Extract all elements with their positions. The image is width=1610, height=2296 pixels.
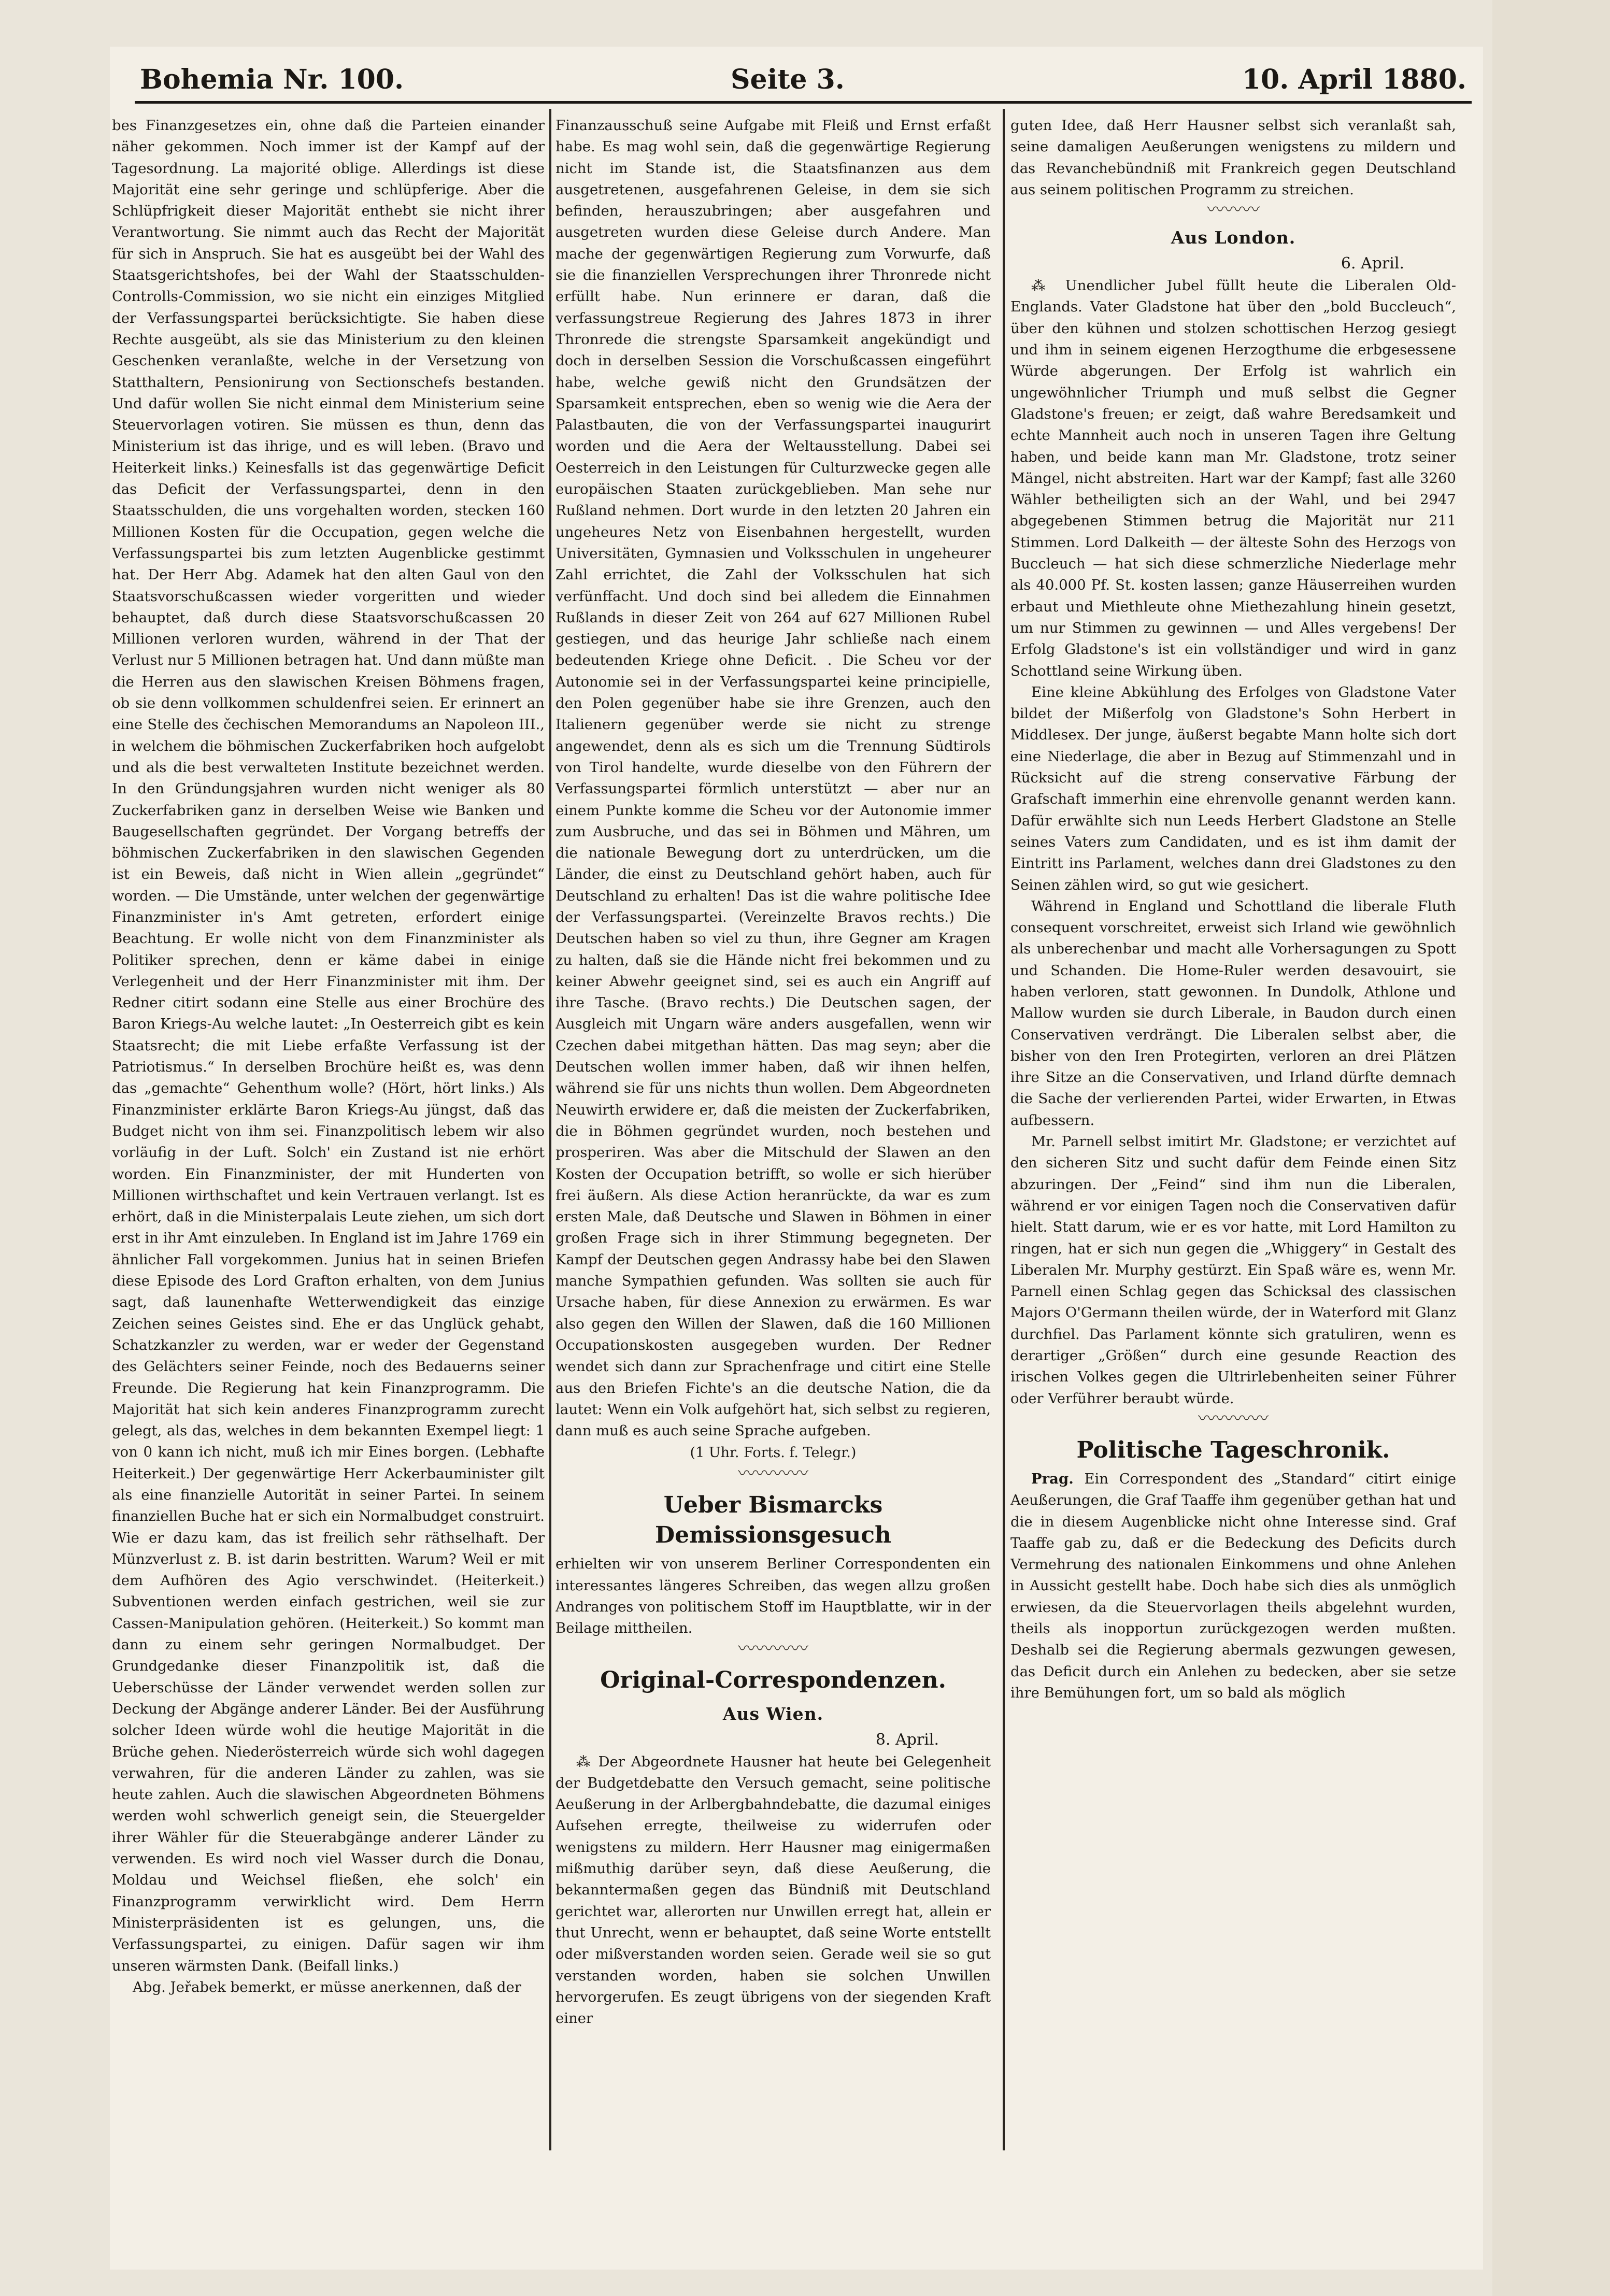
section-headline: Original-Correspondenzen. [600, 1666, 946, 1693]
column-2 [555, 115, 991, 2151]
section-ornament: 〰〰〰 [1207, 199, 1260, 221]
column-3 [1010, 115, 1456, 2151]
article-paragraph: Abg. Jeřabek bemerkt, er müsse anerkennen, daß der [133, 1978, 521, 1995]
page-header [135, 60, 1472, 101]
article-paragraph: Finanzausschuß seine Aufgabe mit Fleiß und Ernst erfaßt habe. Es mag wohl sein, daß die gegenwärtige Regierung nicht im Stande ist, die Staatsfinanzen aus dem ausgetretenen, ausgefahrenen Geleise, in dem sie sich befinden, herauszubringen; aber ausgefahren und ausgetreten wurden diese Geleise durch Andere. Man mache der gegenwärtigen Regierung zum Vorwurfe, daß sie die finanziellen Versprechungen ihrer Thronrede nicht erfüllt habe. Nun erinnere er daran, daß die verfassungstreue Regierung des Jahres 1873 in ihrer Thronrede die strengste Sparsamkeit angekündigt und doch in derselben Session die Vorschußcassen eingeführt habe, welche gewiß nicht den Grundsätzen der Sparsamkeit entsprechen, eben so wenig wie die Aera der Palastbauten, die von der Verfassungspartei inaugurirt worden und die Aera der Weltausstellung. Dabei sei Oesterreich in den Leistungen für Culturzwecke gegen alle europäischen Staaten zurückgeblieben. Man sehe nur Rußland nehmen. Dort wurde in den letzten 20 Jahren ein ungeheures Netz von Eisenbahnen hergestellt, wurden Universitäten, Gymnasien und Volksschulen in ungeheurer Zahl errichtet, die Zahl der Volksschulen hat sich verfünffacht. Und doch sind bei alledem die Einnahmen Rußlands in dieser Zeit von 264 auf 627 Millionen Rubel gestiegen, und das heurige Jahr schließe nach einem bedeutenden Kriege ohne Deficit. . Die Scheu vor der Autonomie sei in der Verfassungspartei keine principielle, den Polen gegenüber habe sie ihre Grenzen, auch den Italienern gegenüber werde sie nicht zu strenge angewendet, denn als es sich um die Trennung Südtirols von Tirol handelte, wurde dieselbe von den Führern der Verfassungspartei förmlich unterstützt — aber nur an einem Punkte komme die Scheu vor der Autonomie immer zum Ausbruche, und das sei in Böhmen und Mähren, um die nationale Bewegung dort zu unterdrücken, um die Länder, die einst zu Deutschland gehört haben, auch für Deutschland zu erhalten! Das ist die wahre politische Idee der Verfassungspartei. (Vereinzelte Bravos rechts.) Die Deutschen haben so viel zu thun, ihre Gegner am Kragen zu halten, daß sie die Hände nicht frei bekommen und zu keiner Abwehr geeignet sind, sei es auch ein Angriff auf ihre Tasche. (Bravo rechts.) Die Deutschen sagen, der Ausgleich mit Ungarn wäre anders ausgefallen, wenn wir Czechen dabei mitgethan hätten. Das mag seyn; aber die Deutschen wollen immer haben, daß wir ihnen helfen, während sie für uns nichts thun wollen. Dem Abgeordneten Neuwirth erwidere er, daß die meisten der Zuckerfabriken, die in Böhmen gegründet wurden, noch bestehen und prosperiren. Was aber die Mitschuld der Slawen an den Kosten der Occupation betrifft, so wolle er sich hierüber frei äußern. Als diese Action heranrückte, da war es zum ersten Male, daß Deutsche und Slawen in Böhmen in einer großen Frage sich in ihrer Stimmung begegneten. Der Kampf der Deutschen gegen Andrassy habe bei den Slawen manche Sympathien gefunden. Was sollten sie auch für Ursache haben, für diese Annexion zu erwärmen. Es war also gegen den Willen der Slawen, daß die 160 Millionen Occupationskosten ausgegeben wurden. Der Redner wendet sich dann zur Sprachenfrage und citirt eine Stelle aus den Briefen Fichte's an die deutsche Nation, die da lautet: Wenn ein Volk aufgehört hat, sich selbst zu regieren, dann muß es auch seine Sprache aufgeben. [555, 117, 991, 1439]
dateline-date: 6. April. [1341, 254, 1404, 273]
section-headline: Politische Tageschronik. [1076, 1436, 1390, 1463]
column-divider [549, 109, 551, 2150]
header-title: Bohemia Nr. 100. [140, 64, 404, 95]
dateline-place: Aus Wien. [722, 1703, 824, 1724]
header-page-number: Seite 3. [731, 64, 845, 95]
article-paragraph: ⁂ Unendlicher Jubel füllt heute die Liberalen Old-Englands. Vater Gladstone hat über den „bold Buccleuch“, über den kühnen und stolzen schottischen Herzog gesiegt und ihm in seinem eigenen Herzogthume die erbgesessene Würde abgerungen. Der Erfolg ist wahrlich ein ungewöhnlicher Triumph und muß selbst die Gegner Gladstone's freuen; er zeigt, daß wahre Beredsamkeit und echte Mannheit auch noch in unseren Tagen ihre Geltung haben, und beide kann man Mr. Gladstone, trotz seiner Mängel, nicht abstreiten. Hart war der Kampf; fast alle 3260 Wähler betheiligten sich an der Wahl, und bei 2947 abgegebenen Stimmen betrug die Majorität nur 211 Stimmen. Lord Dalkeith — der älteste Sohn des Herzogs von Buccleuch — hat sich diese schmerzliche Niederlage mehr als 40.000 Pf. St. kosten lassen; ganze Häuserreihen wurden erbaut und Miethleute ohne Miethezahlung hinein gesetzt, um nur Stimmen zu gewinnen — und Alles vergebens! Der Erfolg Gladstone's ist ein vollständiger und wird in ganz Schottland seine Wirkung üben. [1010, 277, 1456, 679]
header-date: 10. April 1880. [1242, 64, 1466, 95]
column-divider [1003, 109, 1005, 2150]
article-paragraph: Ein Correspondent des „Standard“ citirt einige Aeußerungen, die Graf Taaffe ihm gegenüber gethan hat und die in diesem Augenblicke nicht ohne Interesse sind. Graf Taaffe gab zu, daß er die Bedeckung des Deficits durch Vermehrung des nationalen Einkommens und ohne Anlehen in Aussicht gestellt habe. Doch habe sich dies als unmöglich erwiesen, da die Steuervorlagen theils abgelehnt wurden, theils als inopportun zurückgezogen werden mußten. Deshalb sei die Regierung abermals gezwungen gewesen, das Deficit durch ein Anlehen zu bedecken, aber sie setze ihre Bemühungen fort, um so bald als möglich [1010, 1470, 1456, 1701]
header-rule [135, 101, 1472, 104]
section-ornament: 〰〰〰〰 [738, 1463, 808, 1485]
section-ornament: 〰〰〰〰 [1198, 1408, 1269, 1429]
article-paragraph: guten Idee, daß Herr Hausner selbst sich veranlaßt sah, seine damaligen Aeußerungen wenigstens zu mildern und das Revanchebündniß mit Frankreich gegen Deutschland aus seinem politischen Programm zu streichen. [1010, 117, 1456, 198]
article-paragraph: Während in England und Schottland die liberale Fluth consequent vorschreitet, erweist sich Irland wie gewöhnlich als unberechenbar und macht alle Vorhersagungen zu Spott und Schanden. Die Home-Ruler werden desavouirt, sie haben verloren, statt gewonnen. In Dundolk, Athlone und Mallow wurden sie durch Liberale, in Baudon durch einen Conservativen verdrängt. Die Liberalen selbst aber, die bisher von den Iren Protegirten, verloren an drei Plätzen ihre Sitze an die Conservativen, und Irland dürfte demnach die Sache der verlierenden Partei, wider Erwarten, in Etwas aufbessern. [1010, 897, 1456, 1129]
article-headline: Ueber Bismarcks Demissionsgesuch [654, 1492, 892, 1549]
place-lead: Prag. [1031, 1470, 1074, 1487]
article-paragraph: Eine kleine Abkühlung des Erfolges von Gladstone Vater bildet der Mißerfolg von Gladstone's Sohn Herbert in Middlesex. Der junge, äußerst begabte Mann holte sich dort eine Niederlage, die aber in Bezug auf Stimmenzahl und in Rücksicht auf die streng conservative Färbung der Grafschaft immerhin eine ehrenvolle genannt werden kann. Dafür erwählte sich nun Leeds Herbert Gladstone an Stelle seines Vaters zum Candidaten, und es ist ihm damit der Eintritt ins Parlament, welches dann drei Gladstones zu den Seinen zählen wird, so gut wie gesichert. [1010, 683, 1456, 893]
page-margin [1492, 0, 1610, 2296]
article-paragraph: erhielten wir von unserem Berliner Correspondenten ein interessantes längeres Schreiben, das wegen allzu großen Andranges von politischem Stoff im Hauptblatte, wir in der Beilage mittheilen. [555, 1556, 991, 1637]
telegraph-note: (1 Uhr. Forts. f. Telegr.) [690, 1445, 857, 1461]
column-1 [112, 115, 545, 2151]
article-paragraph: ⁂ Der Abgeordnete Hausner hat heute bei Gelegenheit der Budgetdebatte den Versuch gemacht, seine politische Aeußerung in der Arlbergbahndebatte, die dazumal einiges Aufsehen erregte, theilweise zu widerrufen oder wenigstens zu mildern. Herr Hausner mag einigermaßen mißmuthig darüber seyn, daß diese Aeußerung, die bekanntermaßen gegen das Bündniß mit Deutschland gerichtet war, allerorten nur Unwillen erregt hat, allein er thut Unrecht, wenn er behauptet, daß seine Worte entstellt oder mißverstanden worden seien. Gerade weil sie so gut verstanden worden, haben sie solchen Unwillen hervorgerufen. Es zeugt übrigens von der siegenden Kraft einer [555, 1753, 991, 2027]
dateline-date: 8. April. [875, 1730, 939, 1749]
dateline-place: Aus London. [1171, 227, 1296, 248]
section-ornament: 〰〰〰〰 [738, 1638, 808, 1659]
article-paragraph: Mr. Parnell selbst imitirt Mr. Gladstone; er verzichtet auf den sicheren Sitz und sucht dafür dem Feinde einen Sitz abzuringen. Der „Feind“ sind ihm nun die Liberalen, während er vor einigen Tagen noch die Conservativen dafür hielt. Statt darum, wie er es vor hatte, mit Lord Hamilton zu ringen, hat er sich nun gegen die „Whiggery“ in Gestalt des Liberalen Mr. Murphy gestürzt. Ein Spaß wäre es, wenn Mr. Parnell einen Schlag gegen das Schicksal des classischen Majors O'Germann theilen würde, der in Waterford mit Glanz durchfiel. Das Parlament könnte sich gratuliren, wenn es derartiger „Größen“ durch eine gesunde Reaction des irischen Volkes gegen die Ultrirlebenheiten seiner Führer oder Verführer beraubt würde. [1010, 1133, 1456, 1407]
article-paragraph: bes Finanzgesetzes ein, ohne daß die Parteien einander näher gekommen. Noch immer ist der Kampf auf der Tagesordnung. La majorité oblige. Allerdings ist diese Majorität eine sehr geringe und schlüpferige. Aber die Schlüpfrigkeit dieser Majorität enthebt sie nicht ihrer Verantwortung. Sie nimmt auch das Recht der Majorität für sich in Anspruch. Sie hat es ausgeübt bei der Wahl des Staatsgerichtshofes, bei der Wahl der Staatsschulden-Controlls-Commission, wo sie nicht ein einziges Mitglied der Verfassungspartei berücksichtigte. Sie haben diese Rechte ausgeübt, als sie das Ministerium zu den kleinen Geschenken veranlaßte, welche in der Versetzung von Statthaltern, Pensionirung von Sectionschefs bestanden. Und dafür wollen Sie nicht einmal dem Ministerium seine Steuervorlagen votiren. Sie müssen es thun, denn das Ministerium ist das ihrige, und es will leben. (Bravo und Heiterkeit links.) Keinesfalls ist das gegenwärtige Deficit das Deficit der Verfassungspartei, denn in den Staatsschulden, die uns vorgehalten worden, stecken 160 Millionen Kosten für die Occupation, gegen welche die Verfassungspartei bis zum letzten Augenblicke gestimmt hat. Der Herr Abg. Adamek hat den alten Gaul von den Staatsvorschußcassen wieder vorgeritten und wieder behauptet, daß durch diese Staatsvorschußcassen 20 Millionen verloren wurden, während in der That der Verlust nur 5 Millionen betragen hat. Und dann müßte man die Herren aus den slawischen Kreisen Böhmens fragen, ob sie denn vollkommen schuldenfrei seien. Er erinnert an eine Stelle des čechischen Memorandums an Napoleon III., in welchem die böhmischen Zuckerfabriken hoch aufgelobt und als die best verwalteten Institute bezeichnet werden. In den Gründungsjahren wurden nicht weniger als 80 Zuckerfabriken ganz in derselben Weise wie Banken und Baugesellschaften gegründet. Der Vorgang betreffs der böhmischen Zuckerfabriken in den slawischen Gegenden ist ein Beweis, daß nicht in Wien allein „gegründet“ worden. — Die Umstände, unter welchen der gegenwärtige Finanzminister in's Amt getreten, erfordert einige Beachtung. Er wolle nicht von dem Finanzminister als Politiker sprechen, denn er käme dabei in einige Verlegenheit und der Herr Finanzminister mit ihm. Der Redner citirt sodann eine Stelle aus einer Brochüre des Baron Kriegs-Au welche lautet: „In Oesterreich gibt es kein Staatsrecht; die mit Liebe erfaßte Verfassung ist der Patriotismus.“ In derselben Brochüre heißt es, was denn das „gemachte“ Gehenthum wolle? (Hört, hört links.) Als Finanzminister erklärte Baron Kriegs-Au jüngst, daß das Budget nicht von ihm sei. Finanzpolitisch lebem wir also vorläufig in der Luft. Solch' ein Zustand ist nie erhört worden. Ein Finanzminister, der mit Hunderten von Millionen wirthschaftet und kein Vertrauen verlangt. Ist es erhört, daß in die Ministerpalais Leute ziehen, um sich dort erst in ihr Amt einzuleben. In England ist im Jahre 1769 ein ähnlicher Fall vorgekommen. Junius hat in seinen Briefen diese Episode des Lord Grafton erhalten, von dem Junius sagt, daß launenhafte Wetterwendigkeit das einzige Zeichen seines Geistes sind. Ehe er das Unglück gehabt, Schatzkanzler zu werden, war er weder der Gegenstand des Gelächters seiner Feinde, noch des Bedauerns seiner Freunde. Die Regierung hat kein Finanzprogramm. Die Majorität hat sich kein anderes Finanzprogramm zurecht gelegt, als das, welches in dem bekannten Exempel liegt: 1 von 0 kann ich nicht, muß ich mir Eines borgen. (Lebhafte Heiterkeit.) Der gegenwärtige Herr Ackerbauminister gilt als eine finanzielle Autorität in seiner Partei. In seinem finanziellen Buche hat er sich ein Normalbudget construirt. Wie er dazu kam, das ist freilich sehr räthselhaft. Der Münzverlust z. B. ist darin bestritten. Warum? Weil er mit dem Aufhören des Agio verschwindet. (Heiterkeit.) Subventionen werden einfach gestrichen, weil sie zur Cassen-Manipulation gehören. (Heiterkeit.) So kommt man dann zu einem sehr geringen Normalbudget. Der Grundgedanke dieser Finanzpolitik ist, daß die Ueberschüsse der Länder verwendet werden sollen zur Deckung der Abgänge anderer Länder. Bei der Ausführung solcher Ideen würde wohl die heutige Majorität in die Brüche gehen. Niederösterreich würde sich wohl dagegen verwahren, für die anderen Länder zu zahlen, was sie heute zahlen. Auch die slawischen Abgeordneten Böhmens werden wohl schwerlich geneigt sein, die Steuergelder ihrer Wähler für die Steuerabgänge anderer Länder zu verwenden. Es wird noch viel Wasser durch die Donau, Moldau und Weichsel fließen, ehe solch' ein Finanzprogramm verwirklicht wird. Dem Herrn Ministerpräsidenten ist es gelungen, uns, die Verfassungspartei, zu einigen. Dafür sagen wir ihm unseren wärmsten Dank. (Beifall links.) [112, 117, 545, 1974]
